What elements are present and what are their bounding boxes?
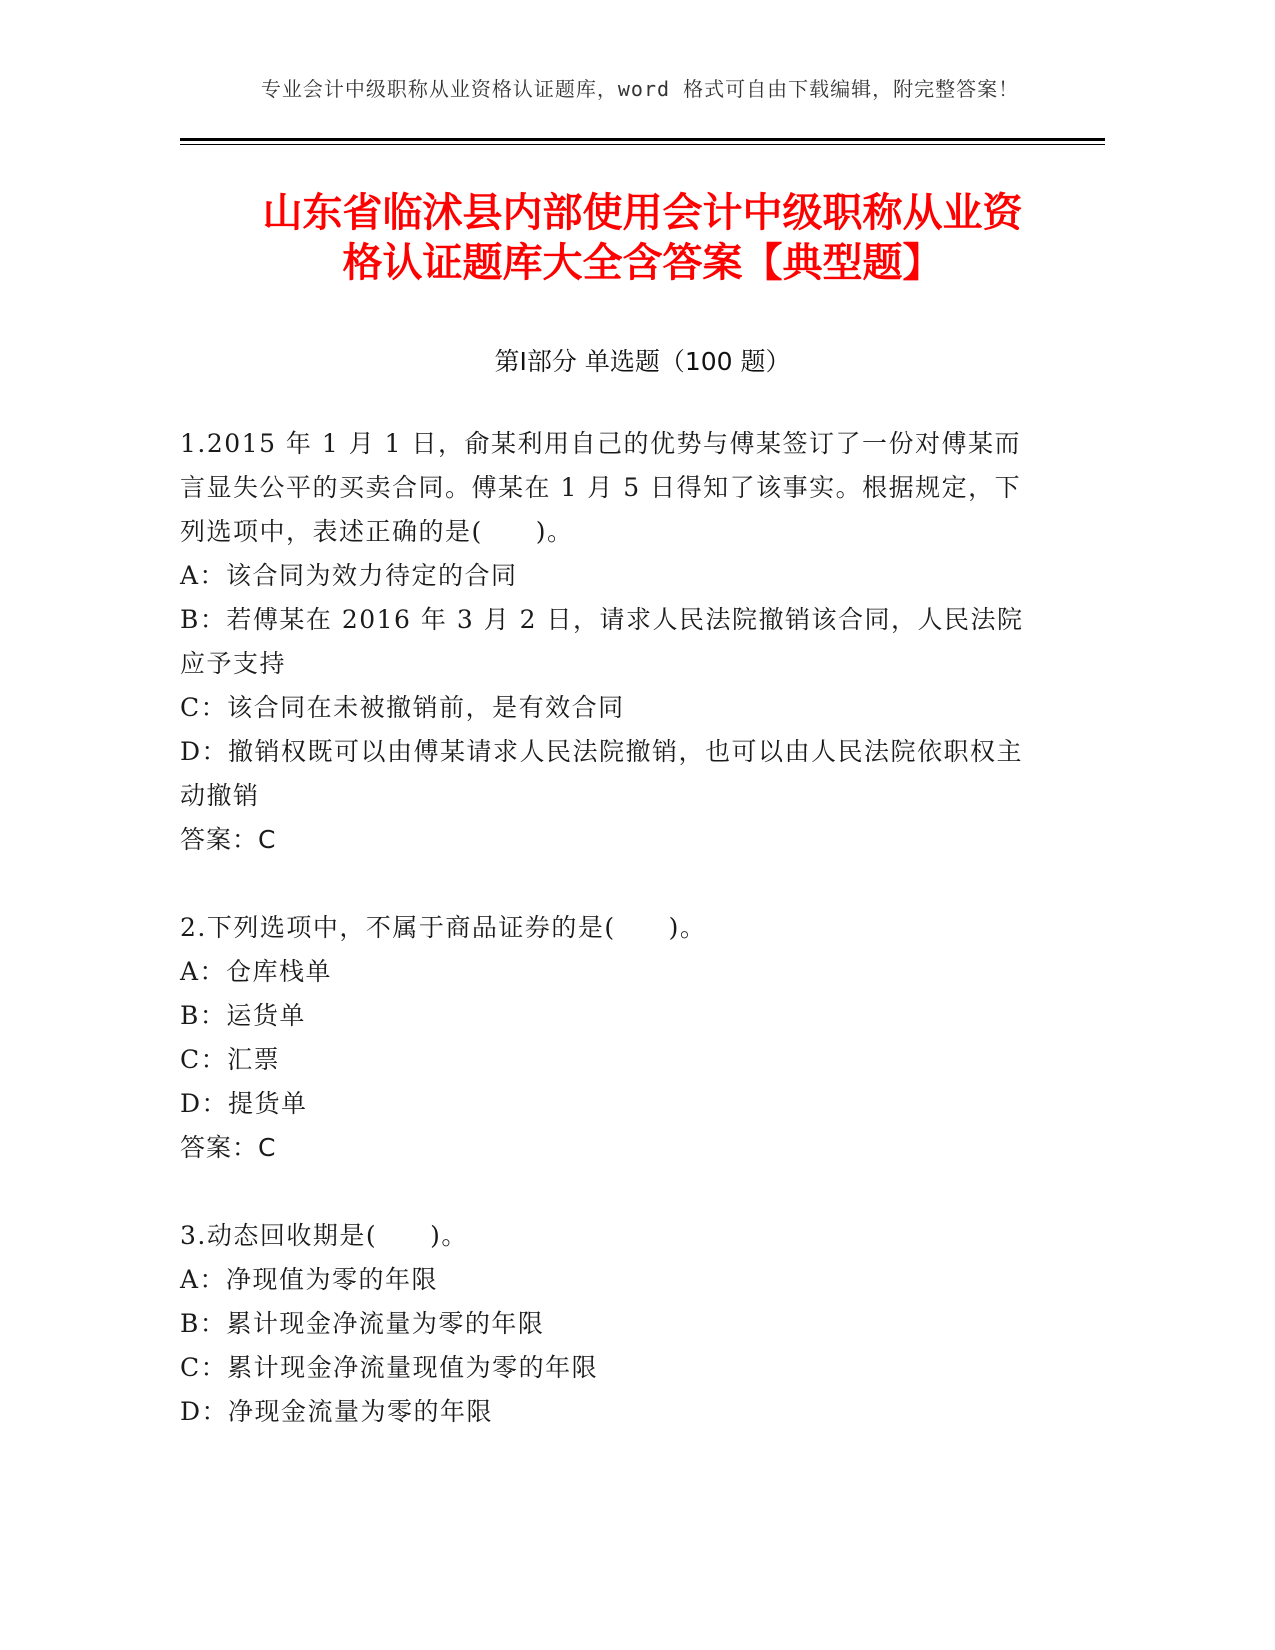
option-d: D：净现金流量为零的年限: [180, 1397, 494, 1426]
question-stem: 3.动态回收期是( )。: [180, 1221, 468, 1250]
document-title-line-2: 格认证题库大全含答案【典型题】: [342, 240, 943, 286]
section-heading: 第Ⅰ部分 单选题（100 题）: [494, 347, 791, 376]
answer: 答案：C: [180, 1133, 277, 1162]
option-b: B：若傅某在 2016 年 3 月 2 日，请求人民法院撤销该合同，人民法院应予支持: [180, 605, 1024, 678]
document-title-line-1: 山东省临沭县内部使用会计中级职称从业资: [262, 190, 1023, 236]
document-title: [180, 188, 1105, 288]
option-b: B：累计现金净流量为零的年限: [180, 1309, 545, 1338]
answer: 答案：C: [180, 825, 277, 854]
header-rule-thick: [180, 138, 1105, 141]
option-d: D：提货单: [180, 1089, 308, 1118]
option-c: C：汇票: [180, 1045, 281, 1074]
question-stem: 2.下列选项中，不属于商品证券的是( )。: [180, 913, 707, 942]
question-2: [180, 906, 1030, 1170]
question-3: [180, 1214, 1030, 1434]
header-note: 专业会计中级职称从业资格认证题库，word 格式可自由下载编辑，附完整答案！: [260, 77, 1020, 101]
question-1: [180, 422, 1030, 862]
header-rule-thin: [180, 144, 1105, 145]
option-b: B：运货单: [180, 1001, 306, 1030]
question-stem: 1.2015 年 1 月 1 日，俞某利用自己的优势与傅某签订了一份对傅某而言显失公平的买卖合同。傅某在 1 月 5 日得知了该事实。根据规定，下列选项中，表述正确的是( )。: [180, 429, 1022, 546]
option-c: C：该合同在未被撤销前，是有效合同: [180, 693, 625, 722]
question-list: [180, 422, 1030, 1478]
option-a: A：仓库栈单: [180, 957, 333, 986]
option-a: A：该合同为效力待定的合同: [180, 561, 518, 590]
option-d: D：撤销权既可以由傅某请求人民法院撤销，也可以由人民法院依职权主动撤销: [180, 737, 1024, 810]
option-c: C：累计现金净流量现值为零的年限: [180, 1353, 599, 1382]
option-a: A：净现值为零的年限: [180, 1265, 439, 1294]
